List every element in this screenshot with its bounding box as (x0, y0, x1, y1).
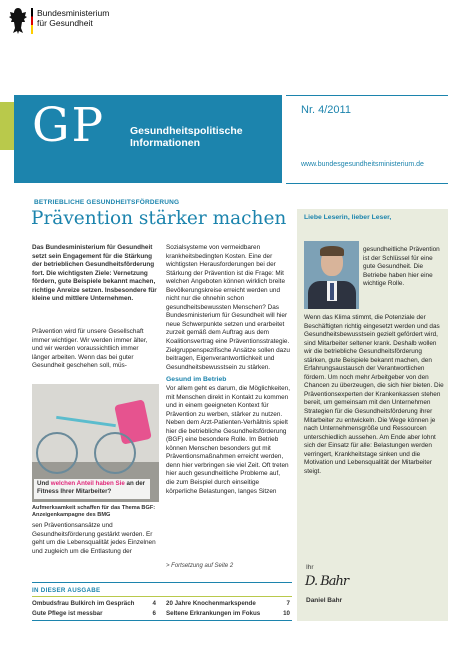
contents-top-rule (32, 582, 292, 583)
contents-page: 4 (152, 600, 156, 607)
contents-item[interactable]: 20 Jahre Knochenmarkspende (166, 600, 256, 607)
signature: D. Bahr (305, 574, 349, 589)
continue-link[interactable]: > Fortsetzung auf Seite 2 (166, 563, 234, 569)
caption-plain: Und (37, 480, 51, 487)
ministry-url[interactable]: www.bundesgesundheitsministerium.de (301, 161, 424, 168)
editorial-closing: Ihr (306, 564, 314, 571)
german-flag-stripe (31, 8, 33, 34)
signer-name: Daniel Bahr (306, 597, 343, 604)
article-lead: Das Bundesministerium für Gesundheit setzt sein Engagement für die Stärkung der betrieblichen Gesundheitsförderung fort. Die wichtigsten Ziele: Vernetzung fördern, gute Beispiele bekannt machen, richtige Anreize setzen. Insbesondere für kleine und mittlere Unternehmen. (32, 244, 157, 303)
editorial-greeting: Liebe Leserin, lieber Leser, (304, 214, 392, 221)
contents-page: 7 (286, 600, 290, 607)
masthead-top-rule (286, 95, 448, 96)
article-column-2: Sozialsysteme von vermeidbaren krankheitsbedingten Kosten. Eine der wichtigsten Herausforderungen bei der Stärkung der Prävention ist die Frage: Mit welchen Angeboten können wirklich breite Bevölkerungskreise erreicht werden und nicht nur die ohnehin schon gesundheitsbewussten Menschen? Das Bundesministerium für Gesundheit will hier neue Schwerpunkte setzen und erarbeitet zurzeit gemäß dem Auftrag aus dem Koalitionsvertrag eine Präventionsstrategie. Zielgruppenspezifische Ansätze sollen dazu beitragen, Eigenverantwortlichkeit und Gesundheitsbewusstsein zu stärken. (166, 244, 290, 371)
caption-rest: an der Fitness Ihrer Mitarbeiter? (37, 480, 146, 495)
bicycle-wheel-front (36, 432, 78, 474)
article-paragraph: Prävention wird für unsere Gesellschaft immer wichtiger. Wir werden immer älter, und wir werden voraussichtlich immer länger arbeiten. Wenn das bei guter Gesundheit geschehen soll, müs- (32, 328, 148, 370)
minister-portrait (304, 241, 359, 309)
contents-page: 6 (152, 610, 156, 617)
portrait-hair (320, 246, 344, 256)
caption-highlight: welchen Anteil haben Sie (50, 480, 125, 487)
issue-number: Nr. 4/2011 (301, 104, 351, 116)
masthead-bottom-rule (286, 183, 448, 184)
contents-item[interactable]: Seltene Erkrankungen im Fokus (166, 610, 261, 617)
ministry-name (37, 8, 109, 28)
editorial-text-top: gesundheitliche Prävention ist der Schlüssel für eine gute Gesundheit. Die Betriebe haben hier eine wichtige Rolle. (363, 246, 440, 288)
photo-credit: Aufmerksamkeit schaffen für das Thema BGF: Anzeigenkampagne des BMG (32, 505, 156, 518)
contents-item[interactable]: Gute Pflege ist messbar (32, 610, 103, 617)
article-column-2b: Vor allem geht es darum, die Möglichkeiten, mit Menschen direkt in Kontakt zu kommen und in einem geeigneten Kontext für Prävention zu werben, stärker zu nutzen. Neben dem Arzt-Patienten-Verhältnis spielt hier die betriebliche Gesundheitsförderung (BGF) eine besondere Rolle. Im Betrieb können Menschen besonders gut mit Präventionsmaßnahmen erreicht werden, denn hier verbringen sie viel Zeit. Oft treten hier auch gesundheitliche Probleme auf, die zum Beispiel durch einseitige körperliche Belastungen, langes Sitzen (166, 385, 290, 495)
portrait-tie (330, 283, 334, 300)
article-kicker: BETRIEBLICHE GESUNDHEITSFÖRDERUNG (34, 199, 180, 206)
article-headline: Prävention stärker machen (31, 208, 287, 229)
article-paragraph-3: sen Präventionsansätze und Gesundheitsförderung gestärkt werden. Er geht um die Lebensqualität jedes Einzelnen und zugleich um die Entlastung der (32, 522, 156, 555)
article-subhead: Gesund im Betrieb (166, 376, 227, 383)
subtitle-line-2: Informationen (130, 137, 200, 149)
ministry-line-1: Bundesministerium (37, 8, 110, 18)
ministry-line-2: für Gesundheit (37, 18, 93, 28)
bicycle-wheel-rear (94, 432, 136, 474)
contents-item[interactable]: Ombudsfrau Bulkirch im Gespräch (32, 600, 135, 607)
contents-bottom-rule (32, 620, 292, 621)
contents-title-rule (32, 596, 292, 597)
lime-accent-stripe (0, 102, 14, 150)
federal-eagle-icon (8, 6, 28, 36)
photo-overlay-caption (34, 479, 150, 499)
contents-page: 10 (283, 610, 290, 617)
contents-title: IN DIESER AUSGABE (32, 587, 101, 594)
gp-logo: GP (32, 98, 106, 153)
masthead-subtitle (130, 125, 243, 149)
editorial-text-main: Wenn das Klima stimmt, die Potenziale der Beschäftigten richtig eingesetzt werden und das Gesundheitsbewusstsein gezielt gefördert wird, sind Mitarbeiter seltener krank. Deshalb wollen wir die betriebliche Gesundheitsförderung stärken, gute Beispiele bekannt machen, den Erfahrungsaustausch der Verantwortlichen fördern. Um noch mehr Arbeitgeber von den Chancen zu überzeugen, die sich hier bieten. Die Präventionsexperten der Krankenkassen stehen bereit, um gemeinsam mit den Unternehmen Strategien für die Gesundheitsförderung ihrer Mitarbeiter zu entwickeln. Die Wege können je nach Unternehmensgröße und Ressourcen unterschiedlich aussehen. Am Ende aber lohnt sich der Einsatz für alle: Belastungen werden verringert, Krankheitstage sinken und die Motivation und Lebensqualität der Mitarbeiter steigt. (304, 314, 444, 475)
campaign-photo (32, 384, 159, 502)
subtitle-line-1: Gesundheitspolitische (130, 125, 243, 137)
